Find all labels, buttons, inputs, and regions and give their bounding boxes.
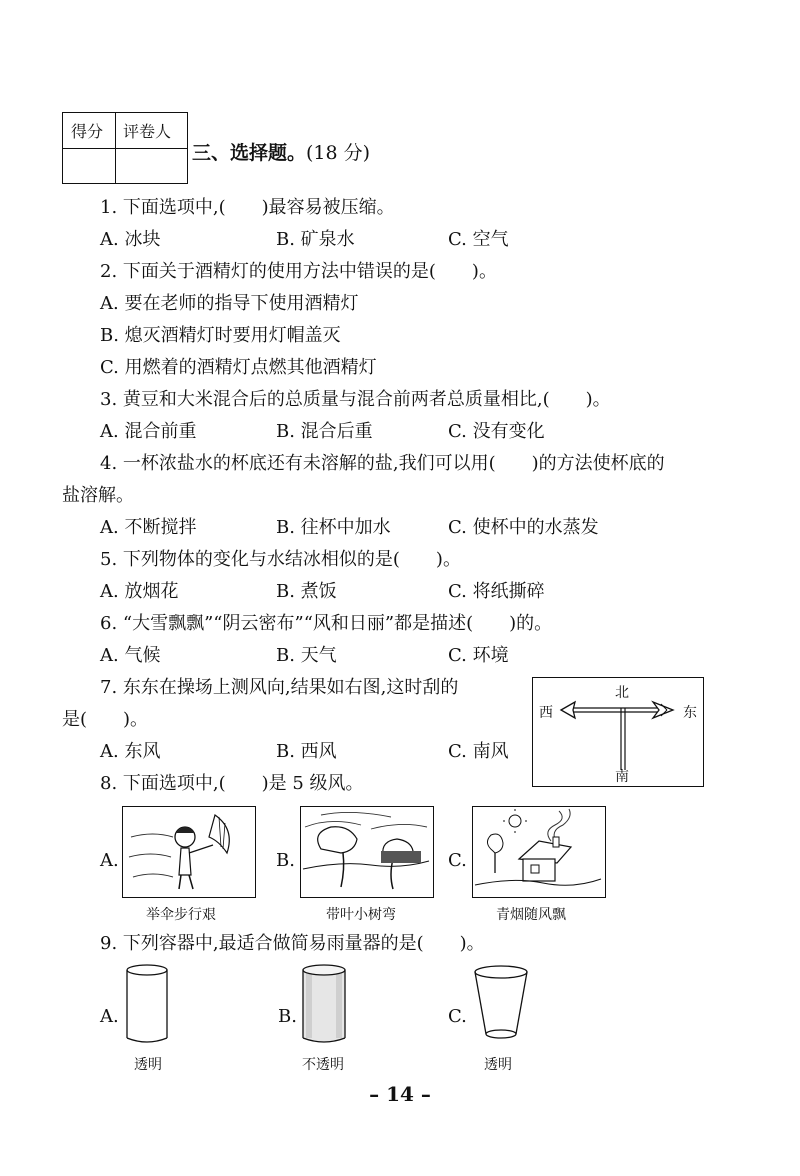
q6-option-b: B. 天气 bbox=[276, 645, 337, 666]
question-8: 8. 下面选项中,( )是 5 级风。 bbox=[100, 773, 364, 794]
q3-option-c: C. 没有变化 bbox=[448, 421, 545, 442]
q8-option-b: B. bbox=[276, 850, 295, 871]
q5-option-b: B. 煮饭 bbox=[276, 581, 337, 602]
question-5: 5. 下列物体的变化与水结冰相似的是( )。 bbox=[100, 549, 461, 570]
q2-option-c: C. 用燃着的酒精灯点燃其他酒精灯 bbox=[100, 357, 377, 378]
q2-option-a: A. 要在老师的指导下使用酒精灯 bbox=[100, 293, 359, 314]
question-1: 1. 下面选项中,( )最容易被压缩。 bbox=[100, 197, 395, 218]
picture-umbrella bbox=[122, 806, 256, 898]
vane-north-label: 北 bbox=[615, 685, 629, 701]
question-9: 9. 下列容器中,最适合做简易雨量器的是( )。 bbox=[100, 933, 485, 954]
person-umbrella-icon bbox=[123, 807, 254, 896]
caption-trees: 带叶小树弯 bbox=[326, 907, 396, 923]
picture-smoke bbox=[472, 806, 606, 898]
q1-option-a: A. 冰块 bbox=[100, 229, 161, 250]
vane-east-label: 东 bbox=[683, 705, 697, 721]
caption-tapered-cup: 透明 bbox=[484, 1057, 512, 1073]
cylinder-opaque-icon bbox=[298, 962, 350, 1046]
question-7-line2: 是( )。 bbox=[62, 709, 149, 730]
question-2: 2. 下面关于酒精灯的使用方法中错误的是( )。 bbox=[100, 261, 497, 282]
q7-option-a: A. 东风 bbox=[100, 741, 161, 762]
q1-option-b: B. 矿泉水 bbox=[276, 229, 355, 250]
q4-option-a: A. 不断搅拌 bbox=[100, 517, 197, 538]
question-3: 3. 黄豆和大米混合后的总质量与混合前两者总质量相比,( )。 bbox=[100, 389, 611, 410]
q5-option-a: A. 放烟花 bbox=[100, 581, 179, 602]
q4-option-b: B. 往杯中加水 bbox=[276, 517, 391, 538]
vane-south-label: 南 bbox=[615, 769, 629, 785]
caption-cylinder-opaque: 不透明 bbox=[302, 1057, 344, 1073]
section-title-text: 三、选择题。 bbox=[192, 142, 307, 164]
caption-smoke: 青烟随风飘 bbox=[496, 907, 566, 923]
q9-option-c: C. bbox=[448, 1006, 467, 1027]
q7-option-b: B. 西风 bbox=[276, 741, 337, 762]
q2-option-b: B. 熄灭酒精灯时要用灯帽盖灭 bbox=[100, 325, 341, 346]
section-points: (18 分) bbox=[306, 142, 371, 164]
score-label: 得分 bbox=[71, 122, 104, 141]
question-6: 6. “大雪飘飘”“阴云密布”“风和日丽”都是描述( )的。 bbox=[100, 613, 553, 634]
q3-option-b: B. 混合后重 bbox=[276, 421, 373, 442]
q8-option-c: C. bbox=[448, 850, 467, 871]
picture-trees bbox=[300, 806, 434, 898]
q3-option-a: A. 混合前重 bbox=[100, 421, 197, 442]
bent-trees-icon bbox=[301, 807, 432, 896]
question-7: 7. 东东在操场上测风向,结果如右图,这时刮的 bbox=[100, 677, 459, 698]
q7-option-c: C. 南风 bbox=[448, 741, 509, 762]
caption-umbrella: 举伞步行艰 bbox=[146, 907, 216, 923]
wind-vane-figure bbox=[532, 677, 704, 787]
caption-cylinder-transparent: 透明 bbox=[134, 1057, 162, 1073]
q6-option-c: C. 环境 bbox=[448, 645, 509, 666]
q9-option-b: B. bbox=[278, 1006, 297, 1027]
q1-option-c: C. 空气 bbox=[448, 229, 509, 250]
section-title bbox=[192, 138, 370, 165]
page-number: – 14 – bbox=[369, 1082, 431, 1106]
tapered-cup-icon bbox=[472, 964, 530, 1044]
question-4: 4. 一杯浓盐水的杯底还有未溶解的盐,我们可以用( )的方法使杯底的 bbox=[100, 453, 665, 474]
grader-label: 评卷人 bbox=[123, 122, 172, 141]
score-table bbox=[62, 112, 188, 184]
cylinder-transparent-icon bbox=[122, 962, 172, 1046]
q9-option-a: A. bbox=[100, 1006, 119, 1027]
vane-west-label: 西 bbox=[539, 705, 553, 721]
house-smoke-icon bbox=[473, 807, 604, 896]
q5-option-c: C. 将纸撕碎 bbox=[448, 581, 545, 602]
q8-option-a: A. bbox=[100, 850, 119, 871]
q4-option-c: C. 使杯中的水蒸发 bbox=[448, 517, 599, 538]
q6-option-a: A. 气候 bbox=[100, 645, 161, 666]
question-4-line2: 盐溶解。 bbox=[62, 485, 134, 506]
